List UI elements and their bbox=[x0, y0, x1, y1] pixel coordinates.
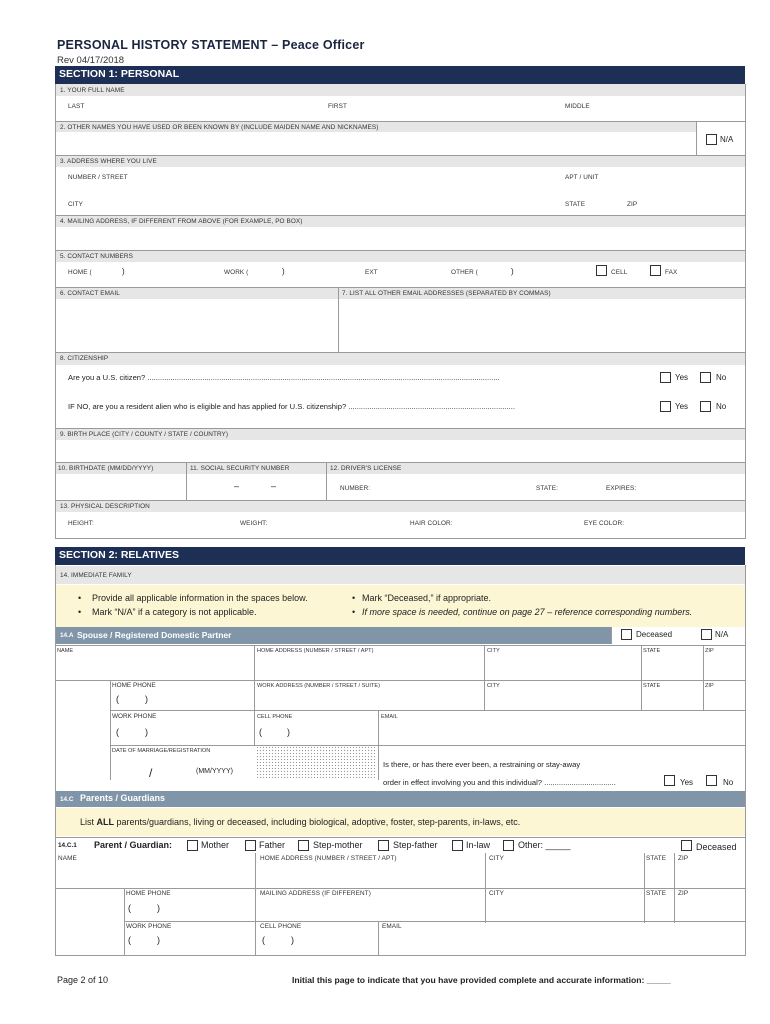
parents-title: Parents / Guardians bbox=[80, 793, 166, 803]
q3-state-label: STATE bbox=[565, 201, 586, 208]
shaded-area bbox=[256, 746, 377, 779]
restraining-question-2: order in effect involving you and this individual? .................................. bbox=[383, 778, 616, 787]
spouse-deceased-checkbox[interactable] bbox=[621, 629, 632, 640]
q8a-yes-checkbox[interactable] bbox=[660, 372, 671, 383]
q12-label: 12. DRIVER'S LICENSE bbox=[330, 465, 402, 472]
section1-header: SECTION 1: PERSONAL bbox=[55, 66, 745, 84]
spouse-work-paren-close: ) bbox=[145, 727, 148, 737]
q5-cell-checkbox[interactable] bbox=[596, 265, 607, 276]
q5-ext-label: EXT bbox=[365, 269, 378, 276]
q2-na-label: N/A bbox=[720, 135, 734, 144]
q8-label: 8. CITIZENSHIP bbox=[60, 355, 109, 362]
parent-cell-paren-close: ) bbox=[291, 935, 294, 945]
parent-home-phone-label: HOME PHONE bbox=[126, 890, 171, 897]
parent-other-checkbox[interactable] bbox=[503, 840, 514, 851]
other-paren-close: ) bbox=[511, 267, 514, 276]
q13-hair-label: HAIR COLOR: bbox=[410, 520, 453, 527]
birth-place-field[interactable] bbox=[57, 441, 743, 461]
parents-num: 14.C bbox=[60, 796, 74, 803]
page-title: PERSONAL HISTORY STATEMENT – Peace Officer bbox=[57, 38, 365, 52]
initial-statement: Initial this page to indicate that you have provided complete and accurate information: _____ bbox=[292, 975, 671, 985]
spouse-home-address-label: HOME ADDRESS (NUMBER / STREET / APT) bbox=[257, 648, 374, 654]
work-paren-close: ) bbox=[282, 267, 285, 276]
marriage-slash: / bbox=[149, 766, 153, 780]
q8b-no-label: No bbox=[716, 402, 727, 411]
q14-label: 14. IMMEDIATE FAMILY bbox=[60, 572, 132, 579]
q11-label: 11. SOCIAL SECURITY NUMBER bbox=[190, 465, 290, 472]
spouse-zip2-label: ZIP bbox=[705, 683, 714, 689]
parent-stepmother-label: Step-mother bbox=[313, 840, 363, 850]
q7-label: 7. LIST ALL OTHER EMAIL ADDRESSES (SEPARATED BY COMMAS) bbox=[342, 290, 551, 297]
spouse-deceased-label: Deceased bbox=[636, 630, 673, 639]
spouse-cell-paren-open: ( bbox=[259, 727, 262, 737]
spouse-name-label: NAME bbox=[57, 648, 74, 654]
q9-label: 9. BIRTH PLACE (CITY / COUNTY / STATE / COUNTRY) bbox=[60, 431, 229, 438]
spouse-email-label: EMAIL bbox=[381, 714, 398, 720]
parent-father-label: Father bbox=[259, 840, 286, 850]
ssn-dash2: – bbox=[271, 481, 277, 491]
q1-middle-label: MIDDLE bbox=[565, 103, 590, 110]
q5-label: 5. CONTACT NUMBERS bbox=[60, 253, 133, 260]
parent-deceased-label: Deceased bbox=[696, 842, 737, 852]
full-name-field[interactable] bbox=[60, 110, 740, 120]
parent-email-label: EMAIL bbox=[382, 923, 402, 930]
q6-label: 6. CONTACT EMAIL bbox=[60, 290, 120, 297]
q3-label: 3. ADDRESS WHERE YOU LIVE bbox=[60, 158, 157, 165]
parent-stepfather-checkbox[interactable] bbox=[378, 840, 389, 851]
parent-home-address-label: HOME ADDRESS (NUMBER / STREET / APT) bbox=[260, 855, 397, 862]
parent-other-label: Other: _____ bbox=[518, 840, 571, 850]
q8b-yes-checkbox[interactable] bbox=[660, 401, 671, 412]
q1-label: 1. YOUR FULL NAME bbox=[60, 87, 125, 94]
parents-instruction: List ALL parents/guardians, living or deceased, including biological, adoptive, foster, step-parents, in-laws, etc. bbox=[80, 817, 521, 827]
spouse-name-field[interactable] bbox=[57, 656, 252, 679]
spouse-marriage-label: DATE OF MARRIAGE/REGISTRATION bbox=[112, 748, 211, 754]
birthdate-field[interactable] bbox=[57, 476, 184, 498]
parent-state-label: STATE bbox=[646, 855, 667, 862]
instruction-1: Provide all applicable information in the spaces below. bbox=[92, 593, 308, 603]
q8a-no-label: No bbox=[716, 373, 727, 382]
parent-state2-label: STATE bbox=[646, 890, 667, 897]
parent-home-paren-close: ) bbox=[157, 903, 160, 913]
frame-right bbox=[745, 84, 746, 539]
restraining-no-label: No bbox=[723, 778, 734, 787]
spouse-title: Spouse / Registered Domestic Partner bbox=[77, 630, 232, 640]
spouse-home-phone-label: HOME PHONE bbox=[112, 682, 156, 689]
parent-home-paren-open: ( bbox=[128, 903, 131, 913]
restraining-yes-checkbox[interactable] bbox=[664, 775, 675, 786]
street-field[interactable] bbox=[60, 182, 740, 192]
parent-stepmother-checkbox[interactable] bbox=[298, 840, 309, 851]
q2-na-checkbox[interactable] bbox=[706, 134, 717, 145]
q13-label: 13. PHYSICAL DESCRIPTION bbox=[60, 503, 150, 510]
parent-inlaw-label: In-law bbox=[466, 840, 491, 850]
q8b-no-checkbox[interactable] bbox=[700, 401, 711, 412]
revision-date: Rev 04/17/2018 bbox=[57, 55, 125, 66]
parent-cell-phone-label: CELL PHONE bbox=[260, 923, 302, 930]
instruction-4: If more space is needed, continue on page 27 – reference corresponding numbers. bbox=[362, 607, 693, 617]
mailing-address-field[interactable] bbox=[57, 229, 743, 249]
q8b-yes-label: Yes bbox=[675, 402, 689, 411]
restraining-yes-label: Yes bbox=[680, 778, 694, 787]
spouse-cell-paren-close: ) bbox=[287, 727, 290, 737]
spouse-city2-label: CITY bbox=[487, 683, 500, 689]
parent-zip-label: ZIP bbox=[678, 855, 689, 862]
parent-zip2-label: ZIP bbox=[678, 890, 689, 897]
q1-last-label: LAST bbox=[68, 103, 85, 110]
q1-first-label: FIRST bbox=[328, 103, 347, 110]
spouse-na-label: N/A bbox=[715, 630, 729, 639]
q8a-no-checkbox[interactable] bbox=[700, 372, 711, 383]
q5-fax-label: FAX bbox=[665, 269, 678, 276]
spouse-work-address-label: WORK ADDRESS (NUMBER / STREET / SUITE) bbox=[257, 683, 380, 689]
parent-work-paren-close: ) bbox=[157, 935, 160, 945]
page-number: Page 2 of 10 bbox=[57, 975, 109, 985]
home-paren-close: ) bbox=[122, 267, 125, 276]
q5-fax-checkbox[interactable] bbox=[650, 265, 661, 276]
parent-cell-paren-open: ( bbox=[262, 935, 265, 945]
parent1-num: 14.C.1 bbox=[58, 842, 77, 849]
q5-work-label: WORK ( bbox=[224, 269, 249, 276]
spouse-home-paren-close: ) bbox=[145, 694, 148, 704]
q10-label: 10. BIRTHDATE (MM/DD/YYYY) bbox=[58, 465, 154, 472]
q3-zip-label: ZIP bbox=[627, 201, 638, 208]
q12-number-label: NUMBER: bbox=[340, 485, 371, 492]
parent-mother-checkbox[interactable] bbox=[187, 840, 198, 851]
marriage-format: (MM/YYYY) bbox=[196, 768, 233, 775]
spouse-state2-label: STATE bbox=[643, 683, 661, 689]
section2-header: SECTION 2: RELATIVES bbox=[55, 547, 745, 565]
parent-inlaw-checkbox[interactable] bbox=[452, 840, 463, 851]
form-page: PERSONAL HISTORY STATEMENT – Peace Officer Rev 04/17/2018 SECTION 1: PERSONAL 1. YOUR FULL NAME LAST FIRST MIDDLE 2. OTHER NAMES YOU HAVE USED OR BEEN KNOWN BY (INCLUDE MAIDEN NAME AND NICKNAMES) N/A 3. ADDRESS WHERE YOU LIVE NUMBER / STREET APT / UNIT CITY STATE ZIP 4. MAILING ADDRESS, IF DIFFERENT FROM ABOVE (FOR EXAMPLE, PO BOX) 5. CONTACT NUMBERS HOME ( ) WORK ( ) EXT OTHER ( ) CELL FAX 6. CONTACT EMAIL 7. LIST ALL OTHER EMAIL ADDRESSES (SEPARATED BY COMMAS) 8. CITIZENSHIP Are you a U.S. citizen? ....................................................................................................................................................................... Yes No IF NO, are you a resident alien who is eligible and has applied for U.S. citizenship? ............................................................................... Yes No 9. BIRTH PLACE (CITY / COUNTY / STATE / COUNTRY) 10. BIRTHDATE (MM/DD/YYYY) 11. SOCIAL SECURITY NUMBER 12. DRIVER'S LICENSE – – NUMBER: STATE: EXPIRES: 13. PHYSICAL DESCRIPTION HEIGHT: WEIGHT: HAIR COLOR: EYE COLOR: SECTION 2: RELATIVES 14. IMMEDIATE FAMILY • Provide all applicable information in the spaces below. • Mark “N/A” if a category is not applicable. • Mark “Deceased,” if appropriate. • If more space is needed, continue on page 27 – reference corresponding numbers. 14.A Spouse / Registered Domestic Partner Deceased N/A NAME HOME ADDRESS (NUMBER / STREET / APT) CITY STATE ZIP HOME PHONE WORK ADDRESS (NUMBER / STREET / SUITE) CITY STATE ZIP ( ) WORK PHONE CELL PHONE EMAIL ( ) ( ) DATE OF MARRIAGE/REGISTRATION / (MM/YYYY) Is there, or has there ever been, a restraining or stay-away order in effect involving you and this individual? .................................. Yes No 14.C Parents / Guardians List ALL parents/guardians, living or deceased, including biological, adoptive, foster, step-parents, in-laws, etc. 14.C.1 Parent / Guardian: Mother Father Step-mother Step-father In-law Other: _____ Deceased NAME HOME ADDRESS (NUMBER / STREET / APT) CITY STATE ZIP HOME PHONE MAILING ADDRESS (IF DIFFERENT) CITY STATE ZIP ( ) WORK PHONE CELL PHONE EMAIL ( ) ( ) Page 2 of 10 Initial this page to indicate that you have provided complete and accurate information: _____ bbox=[0, 0, 770, 1024]
spouse-home-paren-open: ( bbox=[116, 694, 119, 704]
parent-city2-label: CITY bbox=[489, 890, 504, 897]
parent-work-paren-open: ( bbox=[128, 935, 131, 945]
parent-stepfather-label: Step-father bbox=[393, 840, 438, 850]
spouse-num: 14.A bbox=[60, 632, 74, 639]
q3-apt-label: APT / UNIT bbox=[565, 174, 599, 181]
q8-question2: IF NO, are you a resident alien who is eligible and has applied for U.S. citizenship? ............................................................................... bbox=[68, 402, 515, 411]
parent-deceased-checkbox[interactable] bbox=[681, 840, 692, 851]
ssn-dash1: – bbox=[234, 481, 240, 491]
spouse-city-label: CITY bbox=[487, 648, 500, 654]
spouse-na-checkbox[interactable] bbox=[701, 629, 712, 640]
spouse-work-paren-open: ( bbox=[116, 727, 119, 737]
restraining-no-checkbox[interactable] bbox=[706, 775, 717, 786]
q5-other-label: OTHER ( bbox=[451, 269, 478, 276]
parent-work-phone-label: WORK PHONE bbox=[126, 923, 172, 930]
q3-city-label: CITY bbox=[68, 201, 83, 208]
instruction-3: Mark “Deceased,” if appropriate. bbox=[362, 593, 492, 603]
parent-mailing-address-label: MAILING ADDRESS (IF DIFFERENT) bbox=[260, 890, 371, 897]
q8a-yes-label: Yes bbox=[675, 373, 689, 382]
parent-city-label: CITY bbox=[489, 855, 504, 862]
contact-email-field[interactable] bbox=[57, 300, 336, 350]
parent-name-label: NAME bbox=[58, 855, 77, 862]
parent-father-checkbox[interactable] bbox=[245, 840, 256, 851]
q13-eye-label: EYE COLOR: bbox=[584, 520, 625, 527]
q12-expires-label: EXPIRES: bbox=[606, 485, 637, 492]
instruction-2: Mark “N/A” if a category is not applicable. bbox=[92, 607, 257, 617]
q8-question1: Are you a U.S. citizen? ....................................................................................................................................................................... bbox=[68, 373, 500, 382]
restraining-question-1: Is there, or has there ever been, a restraining or stay-away bbox=[383, 760, 581, 769]
q5-home-label: HOME ( bbox=[68, 269, 92, 276]
q3-street-label: NUMBER / STREET bbox=[68, 174, 128, 181]
spouse-work-phone-label: WORK PHONE bbox=[112, 713, 157, 720]
parent-name-field[interactable] bbox=[57, 864, 253, 886]
parent-mother-label: Mother bbox=[201, 840, 230, 850]
q5-cell-label: CELL bbox=[611, 269, 628, 276]
spouse-cell-phone-label: CELL PHONE bbox=[257, 714, 293, 720]
other-names-field[interactable] bbox=[57, 134, 693, 154]
spouse-state-label: STATE bbox=[643, 648, 661, 654]
instructions-box bbox=[56, 585, 745, 627]
parent1-title: Parent / Guardian: bbox=[94, 840, 173, 850]
spouse-zip-label: ZIP bbox=[705, 648, 714, 654]
ssn-field[interactable] bbox=[188, 476, 324, 498]
q4-label: 4. MAILING ADDRESS, IF DIFFERENT FROM ABOVE (FOR EXAMPLE, PO BOX) bbox=[60, 218, 303, 225]
q2-label: 2. OTHER NAMES YOU HAVE USED OR BEEN KNOWN BY (INCLUDE MAIDEN NAME AND NICKNAMES) bbox=[60, 124, 379, 131]
q13-height-label: HEIGHT: bbox=[68, 520, 94, 527]
other-emails-field[interactable] bbox=[340, 300, 743, 350]
q13-weight-label: WEIGHT: bbox=[240, 520, 268, 527]
q12-state-label: STATE: bbox=[536, 485, 559, 492]
